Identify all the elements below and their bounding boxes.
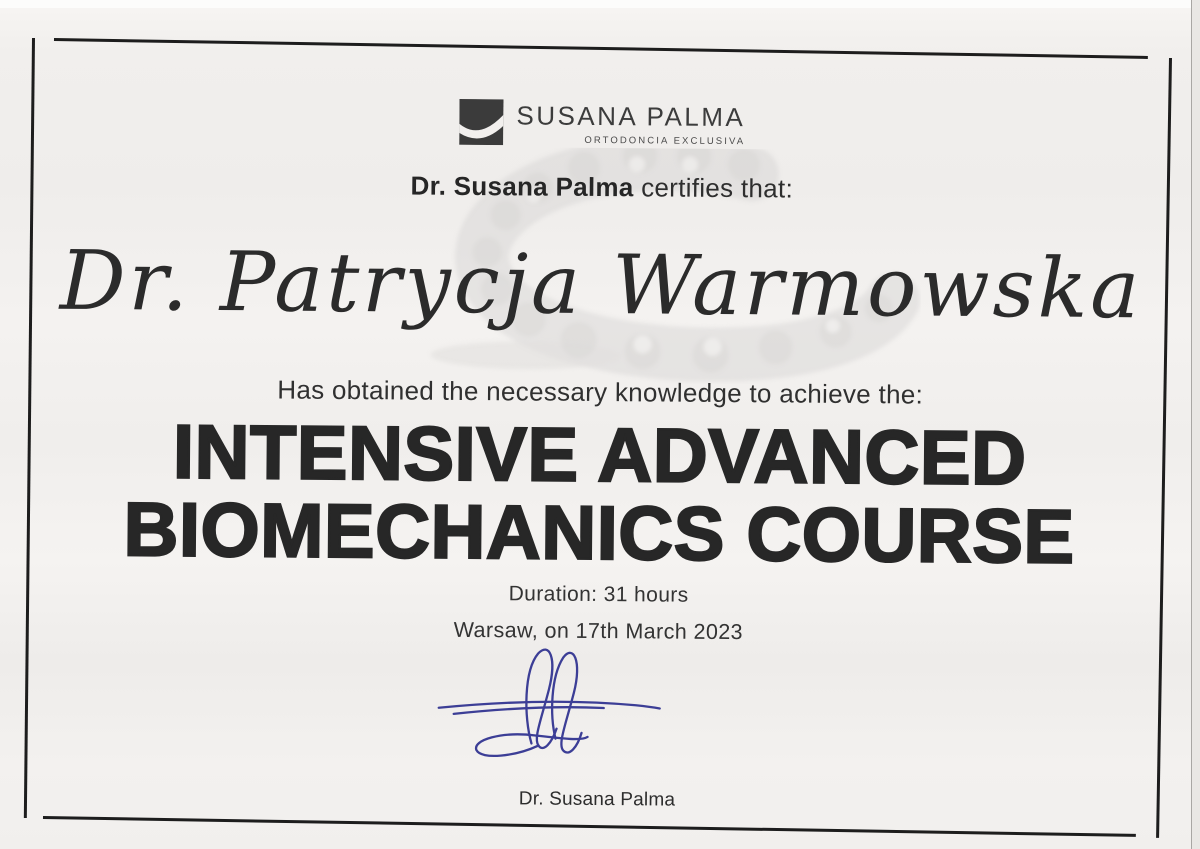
logo-tagline: ORTODONCIA EXCLUSIVA — [584, 134, 746, 148]
course-title-line1: INTENSIVE ADVANCED — [172, 409, 1027, 502]
brand-logo — [2, 95, 1200, 150]
certifies-text: certifies that: — [633, 172, 794, 204]
statement-line: Has obtained the necessary knowledge to achieve the: — [277, 374, 924, 410]
signer-name: Dr. Susana Palma — [518, 788, 676, 811]
susana-palma-logo-mark-icon — [459, 99, 503, 145]
certifier-name: Dr. Susana Palma — [410, 170, 634, 203]
signature-ink-icon — [435, 644, 776, 777]
course-title-line2: BIOMECHANICS COURSE — [123, 487, 1075, 580]
duration-line: Duration: 31 hours — [508, 582, 689, 607]
certifier-line — [2, 167, 1200, 207]
logo-brand-name: SUSANA PALMA — [516, 100, 746, 133]
course-title — [0, 409, 1200, 580]
place-date-line: Warsaw, on 17th March 2023 — [453, 617, 744, 645]
recipient-name: Dr. Patrycja Warmowska — [59, 233, 1143, 338]
